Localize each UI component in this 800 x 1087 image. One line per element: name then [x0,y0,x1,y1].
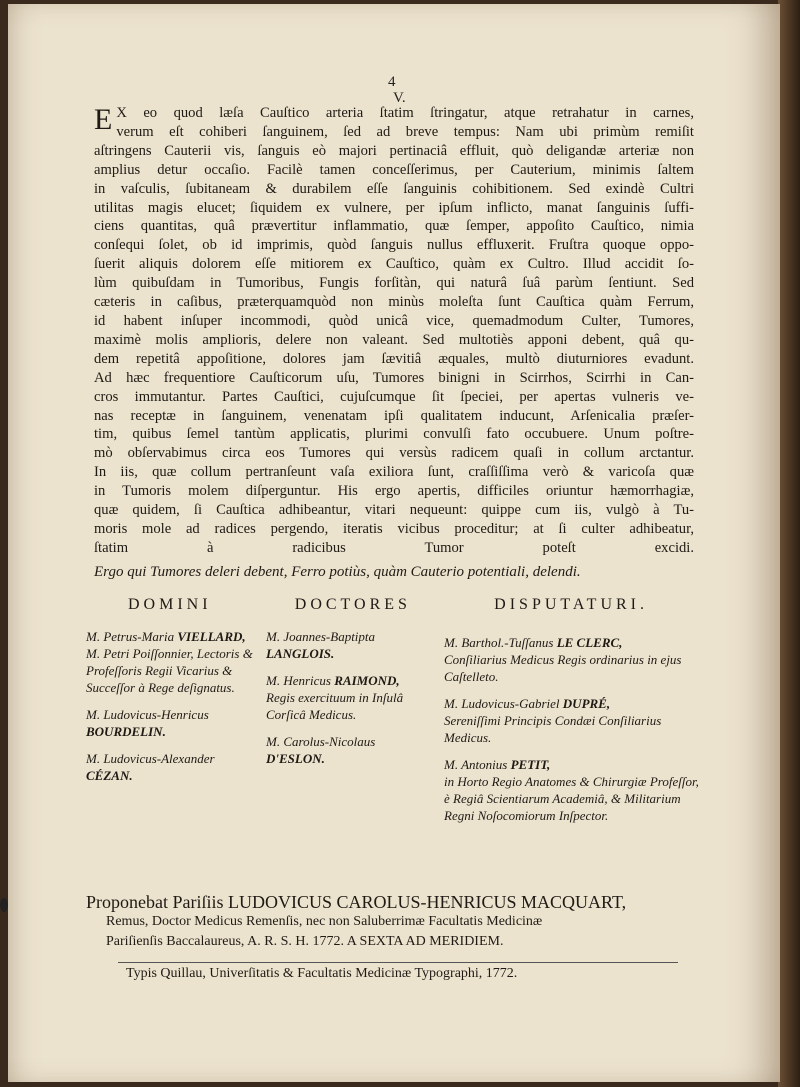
disputant-title: Regis exercituum in Inſulâ Corſicâ Medicus. [266,690,404,722]
heading-word: DISPUTATURI. [494,596,648,613]
disputant-given-name: M. Petrus-Maria [86,629,175,644]
disputant-given-name: M. Ludovicus-Henricus [86,707,209,722]
page-number: 4 [388,74,396,90]
printer-imprint: Typis Quillau, Univerſitatis & Facultatis Medicinæ Typographi, 1772. [126,966,518,981]
disputants-column-1 [86,628,256,794]
disputant-entry [444,756,704,824]
divider-rule [118,962,678,963]
disputant-surname: RAIMOND, [334,673,400,688]
body-line: ſtatim à radicibus Tumor poteſt excidi. [94,539,694,556]
body-line: id habent inſuper incommodi, quòd unicâ vice, quemadmodum Culter, Tumores, [94,312,694,329]
body-line: cæteris in caſibus, præterquamquòd non minùs moleſta ſunt Cauſtica quàm Ferrum, [94,294,694,311]
disputants-column-3 [444,634,704,834]
disputant-surname: D'ESLON. [266,751,325,766]
body-line: ſuerit aliquis dolorem eſſe mitiorem ex Cauſtico, quàm ex Cultro. Illud accidit ſo- [94,256,694,273]
body-line: tim, quibus ſemel tantùm applicatis, plurimi convulſi fato occubuere. Unum poſtre- [94,426,694,443]
heading-word: DOMINI [128,596,212,613]
body-line: in Tumoris molem diſperguntur. His ergo apertis, difficiles oriuntur hæmorrhagiæ, [94,483,694,500]
body-line: In iis, quæ collum pertranſeunt vaſa exiliora ſunt, craſſiſſima verò & varicoſa quæ [94,464,694,481]
disputant-entry [266,733,436,767]
body-line: moris mole ad radices pergendo, iteratis vicibus proceditur; at ſi culter adhibeatur, [94,520,694,537]
disputant-given-name: M. Henricus [266,673,331,688]
disputant-surname: LE CLERC, [556,635,623,650]
drop-cap: E [94,103,113,136]
body-paragraph [94,104,694,558]
body-line: lùm quibuſdam in Tumoribus, Fungis forſitàn, qui naturâ ſuâ parùm ſentiunt. Sed [94,275,694,292]
disputants-column-2 [266,628,436,777]
body-line: quæ quidem, ſi Cauſtica adhibeantur, vitari nequeunt: quippe cum iis, vulgò à Tu- [94,502,694,519]
document-page [8,4,780,1082]
body-line: in vaſculis, ſubitaneam & durabilem eſſe ſanguinis cohibitionem. Sed exindè Cultri [94,180,694,197]
disputant-title: in Horto Regio Anatomes & Chirurgiæ Profeſſor, è Regiâ Scientiarum Academiâ, & Militarium Regni Noſocomiorum Inſpector. [444,774,699,823]
body-line: utilitas magis elucet; ſiquidem ex vulnere, per ipſum inflicto, manat ſanguinis ſuffi- [94,199,694,216]
disputant-entry [266,628,436,662]
disputant-given-name: M. Carolus-Nicolaus [266,734,376,749]
binding-hole [0,898,8,912]
body-line: Ad hæc frequentiore Cauſticorum uſu, Tumores binigni in Scirrhos, Scirrhi in Can- [94,369,694,386]
disputant-surname: PETIT, [510,757,551,772]
body-line: mò obſervabimus circa eos Tumores qui versùs radicem quaſi in collum arctantur. [94,445,694,462]
proponent-line-3: Pariſienſis Baccalaureus, A. R. S. H. 1772. A SEXTA AD MERIDIEM. [106,934,504,949]
disputant-title: Conſiliarius Medicus Regis ordinarius in ejus Caſtelleto. [444,652,682,684]
disputants-heading [128,596,648,614]
heading-word: DOCTORES [294,596,411,613]
body-line: dem repetitâ appoſitione, dolores jam ſævitiâ æquales, multò diuturniores evadunt. [94,350,694,367]
disputant-entry [86,750,256,784]
disputant-title: Sereniſſimi Principis Condæi Conſiliarius Medicus. [444,713,662,745]
proponent-line-2: Remus, Doctor Medicus Remenſis, nec non Saluberrimæ Facultatis Medicinæ [106,914,543,929]
disputant-given-name: M. Ludovicus-Gabriel [444,696,560,711]
book-spine [778,0,800,1087]
section-number: V. [393,90,406,106]
body-line: cros immutantur. Partes Cauſtici, cujuſcumque ſit ſpeciei, per apertas vulneris ve- [94,388,694,405]
disputant-entry [444,695,704,746]
disputant-title: M. Petri Poiſſonnier, Lectoris & Profeſſoris Regii Vicarius & Succeſſor à Rege deſignatus. [86,646,253,695]
disputant-entry [86,706,256,740]
proponent-line-1: Proponebat Pariſiis LUDOVICUS CAROLUS-HENRICUS MACQUART, [86,892,627,912]
disputant-surname: VIELLARD, [177,629,246,644]
disputant-entry [266,672,436,723]
body-line: verum eſt cohiberi ſanguinem, ſed ad breve tempus: Nam ubi primùm remiſit [116,123,694,140]
disputant-given-name: M. Antonius [444,757,508,772]
proponent-block [86,892,706,952]
body-line: conſequi ſolet, ob id imprimis, quòd ſanguis nullus effluxerit. Fruſtra quoque oppo- [94,237,694,254]
disputant-surname: BOURDELIN. [86,724,166,739]
body-line: maximè molis amplioris, delere non valeant. Sed multotiès apponi debent, quâ qu- [94,331,694,348]
disputant-entry [444,634,704,685]
body-line: X eo quod læſa Cauſtico arteria ſtatim ſtringatur, atque retrahatur in carnes, [116,105,694,121]
disputant-surname: CÉZAN. [86,768,133,783]
body-line: aſtringens Cauterii vis, ſanguis eò majori pertinaciâ effluit, quò deligandæ arteriæ non [94,142,694,159]
disputant-given-name: M. Ludovicus-Alexander [86,751,215,766]
disputant-surname: LANGLOIS. [266,646,335,661]
disputant-given-name: M. Barthol.-Tuſſanus [444,635,554,650]
body-line: ciens quantitas, quâ prævertitur inflammatio, quæ ſemper, appoſito Cauſtico, nimia [94,218,694,235]
disputant-entry [86,628,256,696]
body-line: nas receptæ in ſanguinem, venenatam ipſi qualitatem inducunt, Arſenicalia præſer- [94,407,694,424]
disputant-surname: DUPRÉ, [562,696,611,711]
body-line: amplius detur occaſio. Facilè tamen conceſſerimus, per Cauterium, minimis ſaltem [94,161,694,178]
disputant-given-name: M. Joannes-Baptipta [266,629,376,644]
thesis-conclusion: Ergo qui Tumores deleri debent, Ferro potiùs, quàm Cauterio potentiali, delendi. [94,564,581,580]
